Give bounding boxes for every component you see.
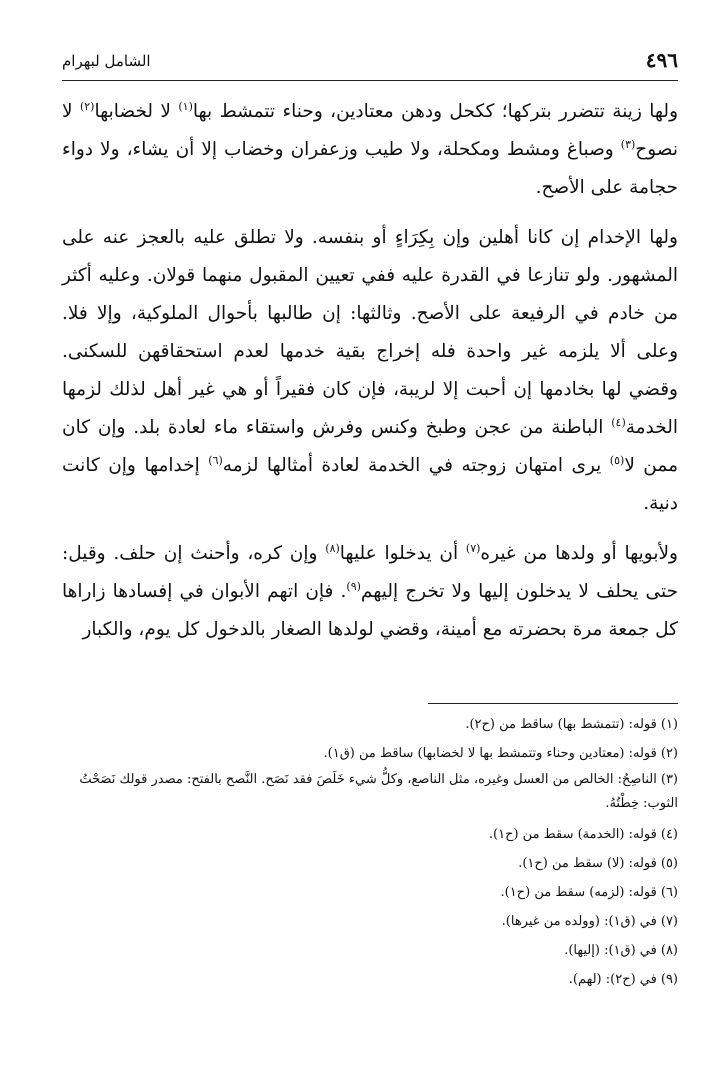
- main-text: [62, 93, 678, 661]
- text-run: إخدامها وإن كانت دنية.: [62, 455, 678, 514]
- text-run: لا نصوح: [62, 101, 678, 160]
- footnote-item: [62, 820, 678, 849]
- text-run: وصباغ ومشط ومكحلة، ولا طيب وزعفران وخضاب إلا أن يشاء، ولا دواء حجامة على الأصح.: [62, 139, 678, 198]
- text-run: أن يدخلوا عليها: [339, 543, 466, 564]
- running-title: الشامل لبهرام: [62, 52, 151, 70]
- footnote-number: (٧): [660, 914, 678, 929]
- footnote-number: (١): [660, 717, 678, 732]
- footnote-marker: (٣): [620, 137, 636, 151]
- footnote-marker: (٧): [465, 541, 481, 555]
- text-run: ولها الإخدام إن كانا أهلين وإن بِكِرَاءٍ أو بنفسه. ولا تطلق عليه بالعجز عنه على المشهور. ولو تنازعا في القدرة عليه ففي تعيين المقبول منهما قولان. وعليه أكثر من خادم في الرفيعة على الأصح. وثالثها: إن طالبها بأحوال الملوكية، وإلا فلا. وعلى ألا يلزمه غير واحدة فله إخراج بقية خدمها لعدم استحقاقهن للسكنى. وقضي لها بخادمها إن أحبت إلا لريبة، فإن كان فقيراً أو هي غير أهل لذلك لزمها الخدمة: [62, 227, 678, 438]
- footnote-number: (٢): [660, 746, 678, 761]
- footnote-marker: (٤): [611, 415, 626, 429]
- text-run: وإن كره، وأحنث إن حلف. وقيل: حتى يحلف لا يدخلون إليها ولا تخرج إليهم: [62, 543, 679, 602]
- footnote-marker: (٥): [609, 453, 625, 467]
- footnote-text: قوله: (الخدمة) سقط من (ح١).: [488, 827, 657, 842]
- footnote-number: (٩): [660, 972, 678, 987]
- footnote-number: (٣): [660, 772, 678, 787]
- footnote-marker: (٨): [325, 541, 340, 555]
- footnote-separator: [428, 703, 678, 704]
- footnote-marker: (١): [178, 99, 193, 113]
- footnote-item: [62, 849, 678, 878]
- footnote-text: قوله: (لا) سقط من (ح١).: [518, 856, 657, 871]
- page-number: ٤٩٦: [645, 48, 678, 72]
- footnote-number: (٥): [660, 856, 678, 871]
- text-run: يرى امتهان زوجته في الخدمة لعادة أمثالها لزمه: [222, 455, 610, 476]
- footnote-text: في (ق١): (وولده من غيرها).: [501, 914, 657, 929]
- footnote-number: (٤): [660, 827, 678, 842]
- text-run: ولها زينة تتضرر بتركها؛ ككحل ودهن معتادين، وحناء تتمشط بها: [192, 101, 678, 122]
- footnote-text: قوله: (معتادين وحناء وتتمشط بها لا لخضابها) ساقط من (ق١).: [323, 746, 657, 761]
- footnote-marker: (٢): [79, 99, 95, 113]
- text-run: لا لخضابها: [94, 101, 179, 122]
- footnote-number: (٨): [660, 943, 678, 958]
- paragraph: [62, 93, 678, 207]
- footnote-marker: (٦): [208, 453, 223, 467]
- footnote-text: في (ح٢): (لهم).: [568, 972, 657, 987]
- footnote-item: [62, 768, 678, 816]
- footnote-item: [62, 965, 678, 994]
- text-run: ولأبويها أو ولدها من غيره: [480, 543, 678, 564]
- footnotes: [62, 710, 678, 994]
- page-header: [62, 40, 678, 81]
- text-run: . فإن اتهم الأبوان في إفسادها زاراها كل جمعة مرة بحضرته مع أمينة، وقضي لولدها الصغار بالدخول كل يوم، والكبار: [62, 581, 678, 640]
- footnote-text: قوله: (تتمشط بها) ساقط من (ح٢).: [465, 717, 657, 732]
- footnote-marker: (٩): [346, 579, 361, 593]
- paragraph: [62, 219, 678, 523]
- footnote-item: [62, 907, 678, 936]
- footnote-item: [62, 936, 678, 965]
- footnote-text: في (ق١): (إليها).: [564, 943, 657, 958]
- footnote-item: [62, 878, 678, 907]
- text-run: الباطنة من عجن وطبخ وكنس وفرش واستقاء ماء لعادة بلد. وإن كان ممن لا: [62, 417, 678, 476]
- footnote-text: الناصِحُ: الخالص من العسل وغيره، مثل الناصع، وكلُّ شيء خَلَصَ فقد نَصَح. النَّصح بالفتح: مصدر قولك نَصَحْتُ الثوب: خِطْتُهُ.: [79, 772, 678, 811]
- paragraph: [62, 535, 678, 649]
- footnote-item: [62, 710, 678, 739]
- footnote-text: قوله: (لزمه) سقط من (ح١).: [500, 885, 657, 900]
- footnote-item: [62, 739, 678, 768]
- footnote-number: (٦): [660, 885, 678, 900]
